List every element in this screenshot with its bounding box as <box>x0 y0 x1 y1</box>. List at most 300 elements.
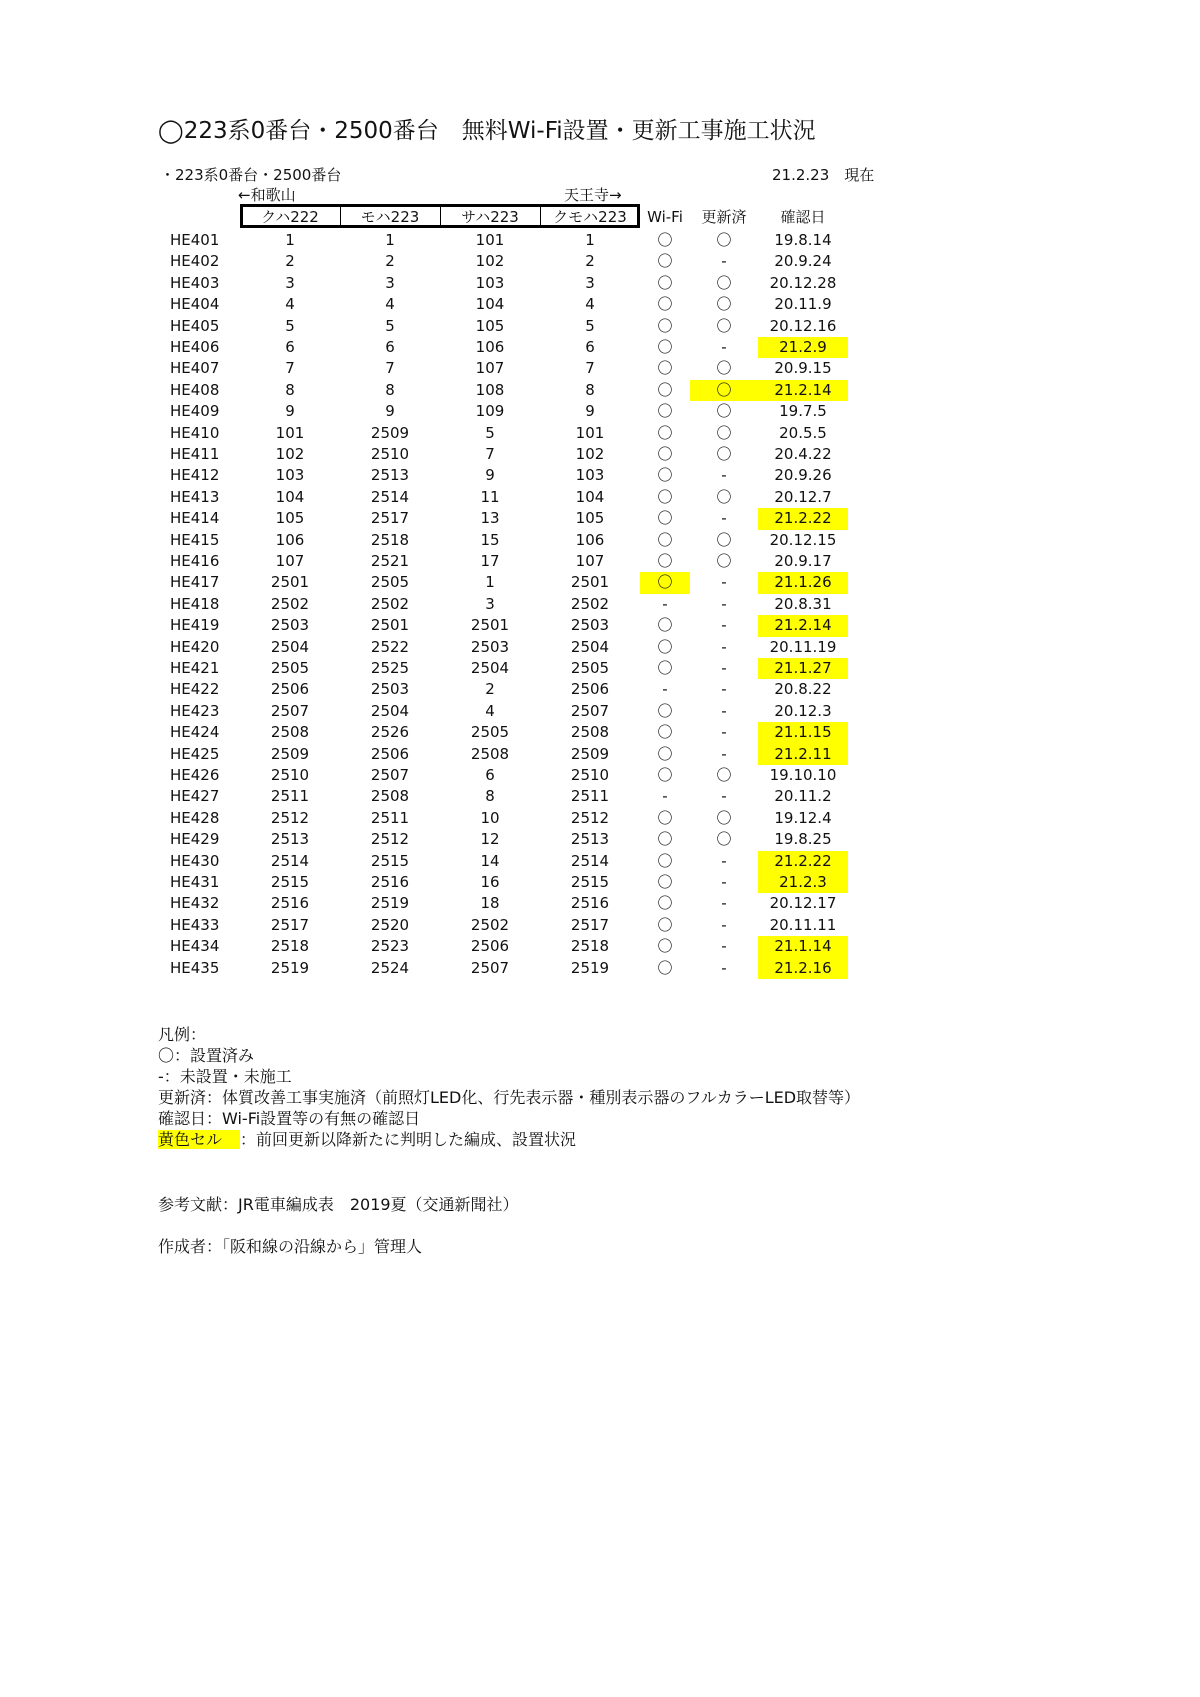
car1-number-cell: 2515 <box>270 873 310 891</box>
header-confirmed: 確認日 <box>780 208 826 226</box>
updated-status-cell: - <box>721 958 727 977</box>
table-row <box>0 679 1200 700</box>
car2-number-cell: 2503 <box>370 680 410 699</box>
car4-number-cell: 2504 <box>570 637 610 656</box>
car1-number-cell: 9 <box>285 402 295 421</box>
wifi-status-cell: 〇 <box>657 766 673 784</box>
car2-number-cell: 2 <box>385 252 395 271</box>
car3-number-cell: 9 <box>485 466 495 485</box>
formation-id-cell: HE412 <box>170 466 220 485</box>
car2-number-cell: 2517 <box>370 509 410 528</box>
confirmed-date-cell: 20.4.22 <box>774 445 832 463</box>
confirmed-date-cell: 19.10.10 <box>769 766 837 784</box>
car3-number-cell: 2507 <box>470 958 510 977</box>
car2-number-cell: 2519 <box>370 894 410 913</box>
formation-id-cell: HE427 <box>170 787 220 806</box>
car2-number-cell: 2505 <box>370 573 410 592</box>
wifi-status-cell: 〇 <box>657 445 673 463</box>
updated-status-cell: 〇 <box>716 487 732 506</box>
formation-id-cell: HE406 <box>170 338 220 356</box>
car1-number-cell: 2519 <box>270 958 310 977</box>
car2-number-cell: 2521 <box>370 552 410 570</box>
formation-id-cell: HE413 <box>170 487 220 506</box>
as-of-date: 21.2.23 現在 <box>772 166 875 184</box>
table-row <box>0 444 1200 465</box>
car1-number-cell: 2514 <box>270 851 310 870</box>
car3-number-cell: 14 <box>480 851 500 870</box>
car3-number-cell: 1 <box>485 573 495 592</box>
car3-number-cell: 2501 <box>470 616 510 635</box>
wifi-status-cell: 〇 <box>657 915 673 934</box>
table-row <box>0 358 1200 379</box>
car4-number-cell: 2502 <box>570 594 610 613</box>
updated-status-cell: - <box>721 723 727 742</box>
confirmed-date-cell: 21.2.3 <box>758 872 848 893</box>
confirmed-date-cell: 20.9.17 <box>774 552 832 570</box>
wifi-status-cell: 〇 <box>657 616 673 635</box>
car4-number-cell: 107 <box>575 552 605 570</box>
wifi-status-cell: 〇 <box>657 701 673 720</box>
car4-number-cell: 4 <box>585 295 595 314</box>
updated-status-cell: 〇 <box>716 766 732 784</box>
table-row <box>0 251 1200 272</box>
formation-id-cell: HE434 <box>170 937 220 956</box>
wifi-status-cell: 〇 <box>657 466 673 485</box>
car2-number-cell: 1 <box>385 231 395 249</box>
confirmed-date-cell: 21.2.11 <box>758 744 848 765</box>
confirmed-date-cell: 20.11.9 <box>774 295 832 314</box>
confirmed-date-cell: 20.9.15 <box>774 359 832 378</box>
car3-number-cell: 2506 <box>470 937 510 956</box>
car4-number-cell: 2512 <box>570 808 610 827</box>
table-row <box>0 401 1200 422</box>
wifi-status-cell: 〇 <box>657 402 673 421</box>
car2-number-cell: 5 <box>385 316 395 335</box>
car1-number-cell: 5 <box>285 316 295 335</box>
table-row <box>0 465 1200 486</box>
car1-number-cell: 2517 <box>270 915 310 934</box>
formation-id-cell: HE431 <box>170 873 220 891</box>
car4-number-cell: 2515 <box>570 873 610 891</box>
car4-number-cell: 2509 <box>570 744 610 763</box>
car3-number-cell: 13 <box>480 509 500 528</box>
car2-number-cell: 2522 <box>370 637 410 656</box>
wifi-status-cell: 〇 <box>657 359 673 378</box>
car4-number-cell: 104 <box>575 487 605 506</box>
table-row <box>0 316 1200 337</box>
formation-id-cell: HE430 <box>170 851 220 870</box>
car1-number-cell: 1 <box>285 231 295 249</box>
wifi-status-cell: 〇 <box>657 659 673 677</box>
wifi-status-cell: - <box>662 787 668 806</box>
table-row <box>0 744 1200 765</box>
confirmed-date-cell: 19.7.5 <box>779 402 827 421</box>
car2-number-cell: 2518 <box>370 530 410 549</box>
direction-left: ←和歌山 <box>238 186 296 204</box>
car1-number-cell: 2502 <box>270 594 310 613</box>
confirmed-date-cell: 21.2.9 <box>758 337 848 358</box>
wifi-status-cell: - <box>662 594 668 613</box>
car4-number-cell: 105 <box>575 509 605 528</box>
car1-number-cell: 2510 <box>270 766 310 784</box>
updated-status-cell: 〇 <box>716 295 732 314</box>
confirmed-date-cell: 20.12.17 <box>769 894 837 913</box>
header-car4: クモハ223 <box>553 208 627 226</box>
car2-number-cell: 2523 <box>370 937 410 956</box>
car3-number-cell: 2 <box>485 680 495 699</box>
wifi-status-cell: 〇 <box>657 487 673 506</box>
car1-number-cell: 2511 <box>270 787 310 806</box>
formation-id-cell: HE432 <box>170 894 220 913</box>
car3-number-cell: 2502 <box>470 915 510 934</box>
car2-number-cell: 2507 <box>370 766 410 784</box>
car3-number-cell: 7 <box>485 445 495 463</box>
car4-number-cell: 2518 <box>570 937 610 956</box>
car3-number-cell: 108 <box>475 380 505 399</box>
wifi-status-cell: 〇 <box>657 273 673 292</box>
confirmed-date-cell: 19.12.4 <box>774 808 832 827</box>
wifi-status-cell: 〇 <box>657 851 673 870</box>
car3-number-cell: 3 <box>485 594 495 613</box>
table-row <box>0 508 1200 529</box>
table-row <box>0 872 1200 893</box>
table-row <box>0 594 1200 615</box>
confirmed-date-cell: 20.11.11 <box>769 915 837 934</box>
car4-number-cell: 8 <box>585 380 595 399</box>
legend-updated: 更新済：体質改善工事実施済（前照灯LED化、行先表示器・種別表示器のフルカラーLED取替等） <box>158 1088 861 1107</box>
confirmed-date-cell: 20.5.5 <box>779 423 827 442</box>
confirmed-date-cell: 19.8.25 <box>774 830 832 849</box>
car1-number-cell: 2503 <box>270 616 310 635</box>
car2-number-cell: 9 <box>385 402 395 421</box>
car4-number-cell: 2514 <box>570 851 610 870</box>
formation-id-cell: HE408 <box>170 380 220 399</box>
formation-id-cell: HE425 <box>170 744 220 763</box>
car1-number-cell: 102 <box>275 445 305 463</box>
wifi-status-cell: 〇 <box>657 808 673 827</box>
car3-number-cell: 104 <box>475 295 505 314</box>
car4-number-cell: 101 <box>575 423 605 442</box>
car4-number-cell: 6 <box>585 338 595 356</box>
table-row <box>0 893 1200 914</box>
car2-number-cell: 2520 <box>370 915 410 934</box>
car3-number-cell: 2505 <box>470 723 510 742</box>
updated-status-cell: - <box>721 680 727 699</box>
car2-number-cell: 2514 <box>370 487 410 506</box>
updated-status-cell: - <box>721 851 727 870</box>
updated-status-cell: - <box>721 787 727 806</box>
formation-id-cell: HE411 <box>170 445 220 463</box>
wifi-status-cell: 〇 <box>640 572 690 593</box>
car4-number-cell: 9 <box>585 402 595 421</box>
car2-number-cell: 2508 <box>370 787 410 806</box>
car4-number-cell: 2505 <box>570 659 610 677</box>
updated-status-cell: 〇 <box>716 445 732 463</box>
author: 作成者：「阪和線の沿線から」管理人 <box>158 1237 423 1256</box>
wifi-status-cell: - <box>662 680 668 699</box>
car1-number-cell: 6 <box>285 338 295 356</box>
car2-number-cell: 6 <box>385 338 395 356</box>
wifi-status-cell: 〇 <box>657 958 673 977</box>
formation-id-cell: HE403 <box>170 273 220 292</box>
formation-id-cell: HE402 <box>170 252 220 271</box>
car1-number-cell: 2518 <box>270 937 310 956</box>
formation-id-cell: HE404 <box>170 295 220 314</box>
car2-number-cell: 2506 <box>370 744 410 763</box>
updated-status-cell: 〇 <box>716 316 732 335</box>
wifi-status-cell: 〇 <box>657 231 673 249</box>
updated-status-cell: 〇 <box>716 231 732 249</box>
wifi-status-cell: 〇 <box>657 723 673 742</box>
formation-id-cell: HE424 <box>170 723 220 742</box>
formation-id-cell: HE416 <box>170 552 220 570</box>
car3-number-cell: 2508 <box>470 744 510 763</box>
formation-id-cell: HE421 <box>170 659 220 677</box>
page-title: ◯223系0番台・2500番台 無料Wi-Fi設置・更新工事施工状況 <box>158 118 816 144</box>
updated-status-cell: - <box>721 594 727 613</box>
car4-number-cell: 2503 <box>570 616 610 635</box>
table-row <box>0 958 1200 979</box>
car2-number-cell: 2524 <box>370 958 410 977</box>
car1-number-cell: 2504 <box>270 637 310 656</box>
car4-number-cell: 2516 <box>570 894 610 913</box>
confirmed-date-cell: 21.2.16 <box>758 958 848 979</box>
confirmed-date-cell: 21.2.22 <box>758 508 848 529</box>
updated-status-cell: - <box>721 466 727 485</box>
wifi-status-cell: 〇 <box>657 252 673 271</box>
table-row <box>0 829 1200 850</box>
confirmed-date-cell: 21.2.14 <box>758 380 848 401</box>
formation-id-cell: HE419 <box>170 616 220 635</box>
confirmed-date-cell: 20.12.7 <box>774 487 832 506</box>
wifi-status-cell: 〇 <box>657 530 673 549</box>
table-row <box>0 851 1200 872</box>
updated-status-cell: 〇 <box>690 380 758 401</box>
confirmed-date-cell: 20.12.3 <box>774 701 832 720</box>
car1-number-cell: 8 <box>285 380 295 399</box>
wifi-status-cell: 〇 <box>657 338 673 356</box>
car2-number-cell: 2510 <box>370 445 410 463</box>
formation-id-cell: HE415 <box>170 530 220 549</box>
car3-number-cell: 103 <box>475 273 505 292</box>
table-row <box>0 808 1200 829</box>
car2-number-cell: 2504 <box>370 701 410 720</box>
confirmed-date-cell: 21.2.22 <box>758 851 848 872</box>
car1-number-cell: 105 <box>275 509 305 528</box>
updated-status-cell: - <box>721 659 727 677</box>
car2-number-cell: 2525 <box>370 659 410 677</box>
legend-yellow-swatch: 黄色セル <box>158 1130 240 1149</box>
updated-status-cell: 〇 <box>716 423 732 442</box>
table-row <box>0 658 1200 679</box>
wifi-status-cell: 〇 <box>657 316 673 335</box>
car1-number-cell: 2516 <box>270 894 310 913</box>
car3-number-cell: 8 <box>485 787 495 806</box>
car3-number-cell: 2503 <box>470 637 510 656</box>
updated-status-cell: - <box>721 573 727 592</box>
wifi-status-cell: 〇 <box>657 873 673 891</box>
formation-id-cell: HE414 <box>170 509 220 528</box>
car3-number-cell: 6 <box>485 766 495 784</box>
car3-number-cell: 5 <box>485 423 495 442</box>
confirmed-date-cell: 21.1.26 <box>758 572 848 593</box>
car1-number-cell: 2508 <box>270 723 310 742</box>
updated-status-cell: - <box>721 338 727 356</box>
car2-number-cell: 2515 <box>370 851 410 870</box>
car1-number-cell: 106 <box>275 530 305 549</box>
table-row <box>0 230 1200 251</box>
car4-number-cell: 2 <box>585 252 595 271</box>
table-row <box>0 701 1200 722</box>
wifi-status-cell: 〇 <box>657 423 673 442</box>
car4-number-cell: 2513 <box>570 830 610 849</box>
table-row <box>0 294 1200 315</box>
formation-id-cell: HE401 <box>170 231 220 249</box>
legend-yellow-row <box>158 1127 576 1150</box>
confirmed-date-cell: 21.1.27 <box>758 658 848 679</box>
updated-status-cell: - <box>721 894 727 913</box>
confirmed-date-cell: 20.11.19 <box>769 637 837 656</box>
legend-installed: 〇：設置済み <box>158 1046 255 1065</box>
table-row <box>0 337 1200 358</box>
formation-id-cell: HE422 <box>170 680 220 699</box>
car3-number-cell: 10 <box>480 808 500 827</box>
updated-status-cell: 〇 <box>716 359 732 378</box>
confirmed-date-cell: 21.2.14 <box>758 615 848 636</box>
formation-id-cell: HE433 <box>170 915 220 934</box>
car1-number-cell: 2 <box>285 252 295 271</box>
car1-number-cell: 107 <box>275 552 305 570</box>
car2-number-cell: 2502 <box>370 594 410 613</box>
confirmed-date-cell: 20.8.22 <box>774 680 832 699</box>
table-row <box>0 765 1200 786</box>
car3-number-cell: 101 <box>475 231 505 249</box>
header-updated: 更新済 <box>701 208 747 226</box>
car4-number-cell: 3 <box>585 273 595 292</box>
table-row <box>0 530 1200 551</box>
updated-status-cell: 〇 <box>716 830 732 849</box>
wifi-status-cell: 〇 <box>657 830 673 849</box>
car1-number-cell: 2501 <box>270 573 310 592</box>
updated-status-cell: - <box>721 873 727 891</box>
car1-number-cell: 2507 <box>270 701 310 720</box>
car1-number-cell: 4 <box>285 295 295 314</box>
confirmed-date-cell: 19.8.14 <box>774 231 832 249</box>
updated-status-cell: - <box>721 915 727 934</box>
formation-id-cell: HE426 <box>170 766 220 784</box>
car4-number-cell: 5 <box>585 316 595 335</box>
car3-number-cell: 102 <box>475 252 505 271</box>
updated-status-cell: 〇 <box>716 273 732 292</box>
car3-number-cell: 105 <box>475 316 505 335</box>
car2-number-cell: 2501 <box>370 616 410 635</box>
table-row <box>0 572 1200 593</box>
car3-number-cell: 15 <box>480 530 500 549</box>
table-row <box>0 722 1200 743</box>
updated-status-cell: - <box>721 701 727 720</box>
car1-number-cell: 2513 <box>270 830 310 849</box>
header-wifi: Wi-Fi <box>647 208 683 226</box>
header-car2: モハ223 <box>360 208 420 226</box>
updated-status-cell: - <box>721 637 727 656</box>
car2-number-cell: 2512 <box>370 830 410 849</box>
updated-status-cell: - <box>721 616 727 635</box>
updated-status-cell: - <box>721 509 727 528</box>
reference: 参考文献：JR電車編成表 2019夏（交通新聞社） <box>158 1195 519 1214</box>
car3-number-cell: 11 <box>480 487 500 506</box>
table-row <box>0 615 1200 636</box>
formation-id-cell: HE429 <box>170 830 220 849</box>
legend-not-installed: -：未設置・未施工 <box>158 1067 292 1086</box>
formation-id-cell: HE407 <box>170 359 220 378</box>
table-row <box>0 936 1200 957</box>
car4-number-cell: 2508 <box>570 723 610 742</box>
car2-number-cell: 7 <box>385 359 395 378</box>
wifi-status-cell: 〇 <box>657 552 673 570</box>
car4-number-cell: 102 <box>575 445 605 463</box>
wifi-status-cell: 〇 <box>657 509 673 528</box>
wifi-status-cell: 〇 <box>657 937 673 956</box>
confirmed-date-cell: 21.1.14 <box>758 936 848 957</box>
wifi-status-cell: 〇 <box>657 295 673 314</box>
confirmed-date-cell: 20.8.31 <box>774 594 832 613</box>
car4-number-cell: 2501 <box>570 573 610 592</box>
car2-number-cell: 2526 <box>370 723 410 742</box>
confirmed-date-cell: 21.1.15 <box>758 722 848 743</box>
table-row <box>0 637 1200 658</box>
car3-number-cell: 109 <box>475 402 505 421</box>
updated-status-cell: - <box>721 744 727 763</box>
car2-number-cell: 2509 <box>370 423 410 442</box>
car2-number-cell: 2513 <box>370 466 410 485</box>
section-subtitle: ・223系0番台・2500番台 <box>160 166 342 184</box>
legend-confirmed: 確認日：Wi-Fi設置等の有無の確認日 <box>158 1109 421 1128</box>
formation-id-cell: HE418 <box>170 594 220 613</box>
car4-number-cell: 2507 <box>570 701 610 720</box>
car4-number-cell: 2511 <box>570 787 610 806</box>
legend-yellow-desc: ：前回更新以降新たに判明した編成、設置状況 <box>240 1130 577 1149</box>
car2-number-cell: 2511 <box>370 808 410 827</box>
formation-id-cell: HE409 <box>170 402 220 421</box>
updated-status-cell: 〇 <box>716 402 732 421</box>
car4-number-cell: 2517 <box>570 915 610 934</box>
car1-number-cell: 2505 <box>270 659 310 677</box>
updated-status-cell: - <box>721 252 727 271</box>
wifi-status-cell: 〇 <box>657 637 673 656</box>
formation-id-cell: HE435 <box>170 958 220 977</box>
car3-number-cell: 2504 <box>470 659 510 677</box>
updated-status-cell: 〇 <box>716 808 732 827</box>
car4-number-cell: 2519 <box>570 958 610 977</box>
car2-number-cell: 4 <box>385 295 395 314</box>
car1-number-cell: 101 <box>275 423 305 442</box>
formation-id-cell: HE405 <box>170 316 220 335</box>
formation-id-cell: HE423 <box>170 701 220 720</box>
header-car1: クハ222 <box>261 208 319 226</box>
car2-number-cell: 3 <box>385 273 395 292</box>
table-row <box>0 786 1200 807</box>
updated-status-cell: - <box>721 937 727 956</box>
confirmed-date-cell: 20.11.2 <box>774 787 832 806</box>
formation-id-cell: HE420 <box>170 637 220 656</box>
car1-number-cell: 3 <box>285 273 295 292</box>
confirmed-date-cell: 20.12.16 <box>769 316 837 335</box>
header-car3: サハ223 <box>461 208 519 226</box>
updated-status-cell: 〇 <box>716 530 732 549</box>
table-row <box>0 551 1200 572</box>
car1-number-cell: 103 <box>275 466 305 485</box>
car1-number-cell: 2512 <box>270 808 310 827</box>
